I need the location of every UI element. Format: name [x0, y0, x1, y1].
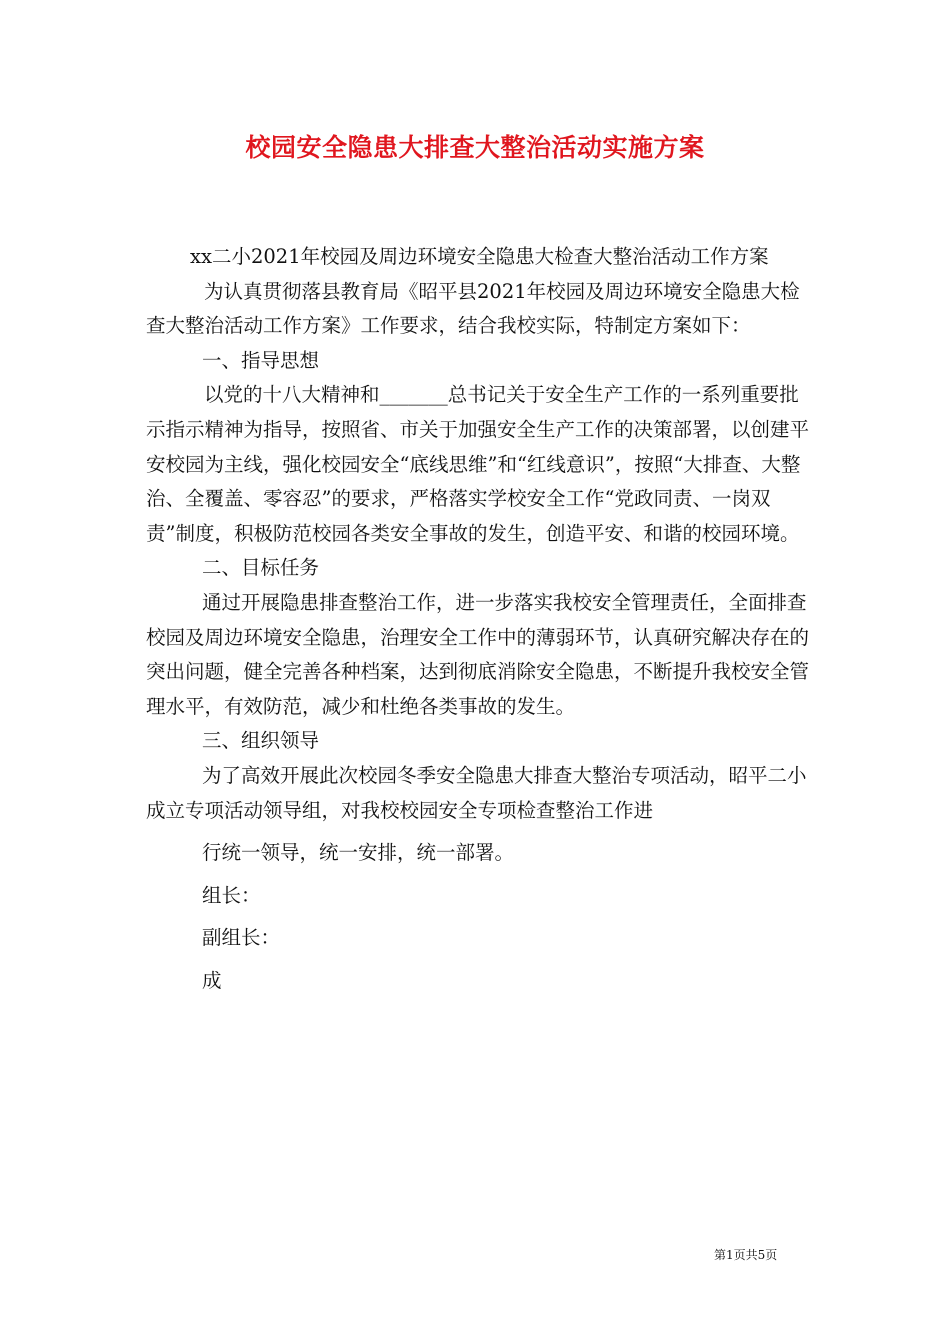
page-number-indicator: 第1页共5页 — [714, 1248, 778, 1262]
paragraph-organization: 为了高效开展此次校园冬季安全隐患大排查大整治专项活动，昭平二小成立专项活动领导组，对我校校园安全专项检查整治工作进 — [146, 763, 807, 822]
document-body — [146, 240, 810, 998]
paragraph-heading-line: xx二小2021年校园及周边环境安全隐患大检查大整治活动工作方案 — [190, 245, 769, 268]
paragraph-gap — [146, 828, 810, 836]
line-group-leader: 组长： — [202, 883, 261, 907]
paragraph-gap — [146, 956, 810, 964]
line-deputy-leader: 副组长： — [202, 926, 281, 950]
line-members: 成 — [202, 968, 222, 992]
document-title: 校园安全隐患大排查大整治活动实施方案 — [245, 133, 705, 162]
section-heading-organization: 三、组织领导 — [202, 729, 320, 753]
paragraph-organization-continued: 行统一领导，统一安排，统一部署。 — [202, 841, 515, 865]
section-heading-goals: 二、目标任务 — [202, 556, 320, 580]
paragraph-gap — [146, 913, 810, 921]
paragraph-guiding-ideology: 以党的十八大精神和_______总书记关于安全生产工作的一系列重要批示指示精神为指导，按照省、市关于加强安全生产工作的决策部署，以创建平安校园为主线，强化校园安全“底线思维”和“红线意识”，按照“大排查、大整治、全覆盖、零容忍”的要求，严格落实学校安全工作“党政同责、一岗双责”制度，积极防范校园各类安全事故的发生，创造平安、和谐的校园环境。 — [146, 383, 810, 545]
section-heading-guiding-ideology: 一、指导思想 — [202, 348, 320, 372]
paragraph-goals: 通过开展隐患排查整治工作，进一步落实我校安全管理责任，全面排查校园及周边环境安全隐患，治理安全工作中的薄弱环节，认真研究解决存在的突出问题，健全完善各种档案，达到彻底消除安全隐患，不断提升我校安全管理水平，有效防范，减少和杜绝各类事故的发生。 — [146, 590, 810, 718]
paragraph-gap — [146, 871, 810, 879]
paragraph-intro: 为认真贯彻落县教育局《昭平县2021年校园及周边环境安全隐患大检查大整治活动工作方案》工作要求，结合我校实际，特制定方案如下： — [146, 279, 800, 338]
